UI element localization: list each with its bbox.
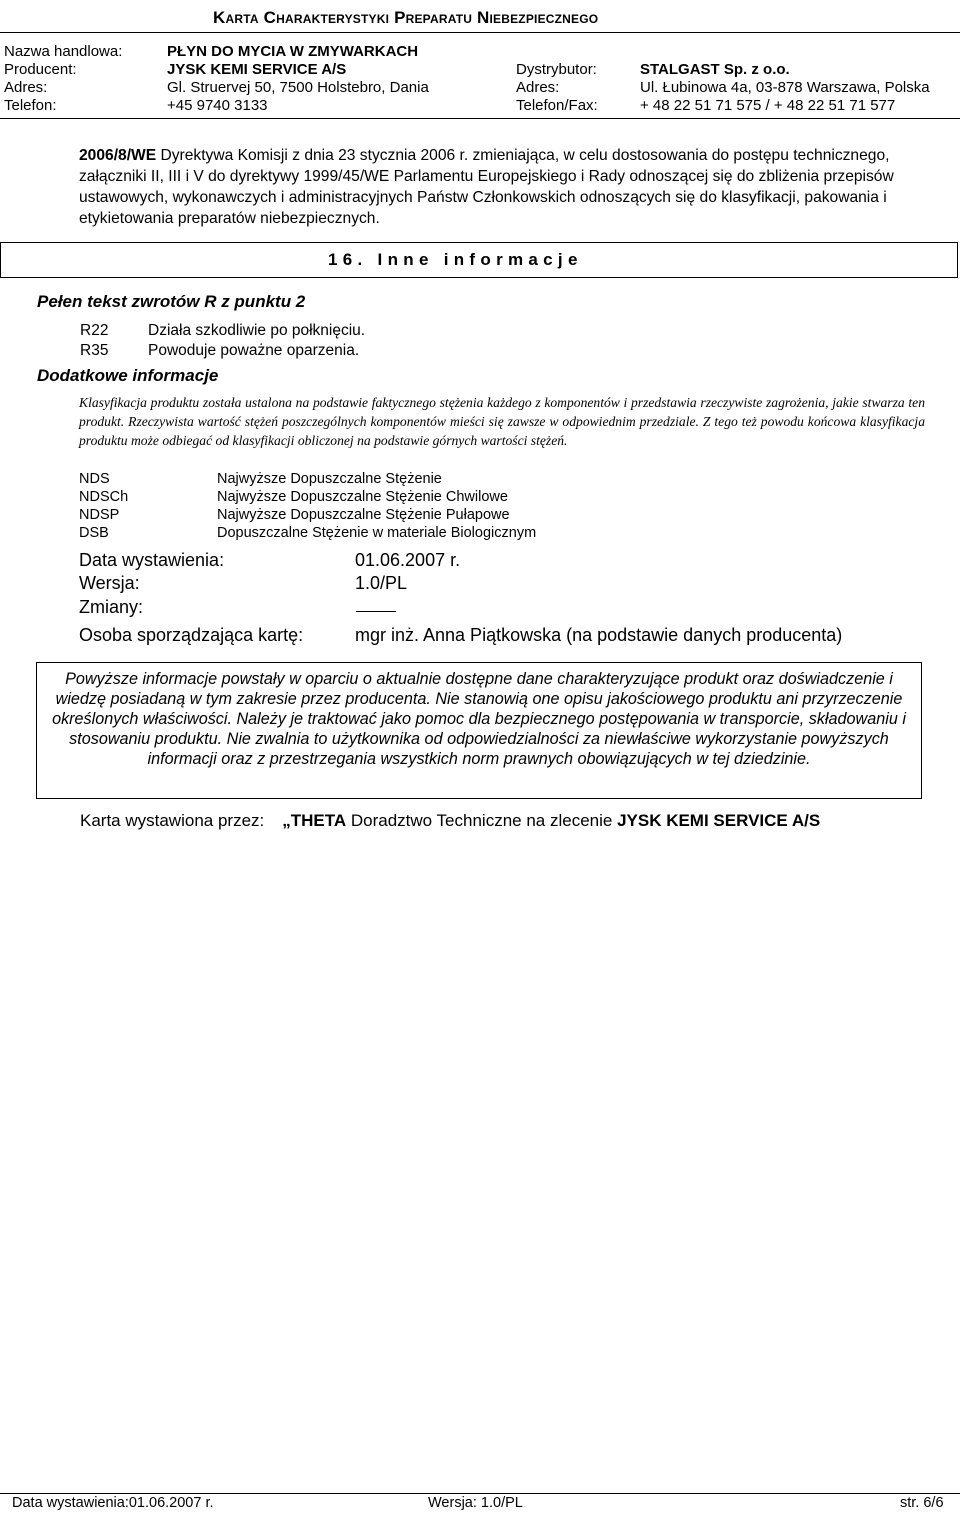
issue-date-value: 01.06.2007 r. (355, 550, 461, 570)
abbreviation-meaning: Najwyższe Dopuszczalne Stężenie Pułapowe (217, 507, 510, 523)
distributor-value: STALGAST Sp. z o.o. (640, 61, 790, 78)
footer-version: Wersja: 1.0/PL (428, 1495, 523, 1511)
footer-rule (0, 1493, 960, 1494)
author-label: Osoba sporządzająca kartę: (79, 625, 304, 645)
directive-paragraph (79, 145, 939, 229)
producer-label: Producent: (4, 61, 77, 78)
section-16-title: 16. Inne informacje (328, 250, 583, 269)
trade-name-value: PŁYN DO MYCIA W ZMYWARKACH (167, 43, 419, 60)
r-phrase-text: Powoduje poważne oparzenia. (148, 342, 360, 359)
version-value: 1.0/PL (355, 573, 408, 593)
header-rule (0, 118, 960, 119)
distributor-address-value: Ul. Łubinowa 4a, 03-878 Warszawa, Polska (640, 79, 930, 96)
abbreviation-code: DSB (79, 525, 109, 541)
r-phrase-code: R35 (80, 342, 109, 359)
changes-dash (356, 611, 396, 612)
r-phrase-code: R22 (80, 322, 109, 339)
version-label: Wersja: (79, 573, 140, 593)
r-phrase-text: Działa szkodliwie po połknięciu. (148, 322, 366, 339)
abbreviation-code: NDSCh (79, 489, 129, 505)
producer-phone-label: Telefon: (4, 97, 57, 114)
directive-text: Dyrektywa Komisji z dnia 23 stycznia 2006 r. zmieniająca, w celu dostosowania do postępu technicznego, załączniki II, III i V do dyrektywy 1999/45/WE Parlamentu Europejskiego i Rady odnoszącej się do zbliżenia przepisów ustawowych, wykonawczych i administracyjnych Państw Członkowskich odnoszących się do klasyfikacji, pakowania i etykietowania preparatów niebezpiecznych. (79, 147, 894, 227)
footer-date: Data wystawienia:01.06.2007 r. (12, 1495, 214, 1511)
producer-address-label: Adres: (4, 79, 48, 96)
r-phrases-heading: Pełen tekst zwrotów R z punktu 2 (37, 292, 306, 311)
distributor-label: Dystrybutor: (516, 61, 597, 78)
classification-note: Klasyfikacja produktu została ustalona na podstawie faktycznego stężenia każdego z komponentów i przedstawia rzeczywiste zagrożenia, jakie stwarza ten produkt. Rzeczywista wartość stężeń poszczególnych komponentów mieści się zawsze w odpowiednim przedziale. Z tego też powodu końcowa klasyfikacja produktu może odbiegać od klasyfikacji obliczonej na podstawie górnych wartości stężeń. (79, 395, 925, 448)
footer-page-number: str. 6/6 (900, 1495, 944, 1511)
directive-code: 2006/8/WE (79, 147, 157, 164)
producer-phone-value: +45 9740 3133 (167, 97, 268, 114)
changes-label: Zmiany: (79, 597, 144, 617)
issue-date-label: Data wystawienia: (79, 550, 225, 570)
issued-by-company: JYSK KEMI SERVICE A/S (617, 811, 821, 830)
producer-address-value: Gl. Struervej 50, 7500 Holstebro, Dania (167, 79, 429, 96)
issued-by-middle: Doradztwo Techniczne na zlecenie (346, 811, 618, 830)
abbreviation-meaning: Najwyższe Dopuszczalne Stężenie (217, 471, 442, 487)
additional-info-heading: Dodatkowe informacje (37, 366, 219, 385)
author-value: mgr inż. Anna Piątkowska (na podstawie danych producenta) (355, 625, 843, 645)
issued-by-line (80, 811, 820, 831)
abbreviation-code: NDSP (79, 507, 120, 523)
producer-value: JYSK KEMI SERVICE A/S (167, 61, 347, 78)
abbreviation-meaning: Dopuszczalne Stężenie w materiale Biologicznym (217, 525, 537, 541)
abbreviation-meaning: Najwyższe Dopuszczalne Stężenie Chwilowe (217, 489, 508, 505)
issued-by-label: Karta wystawiona przez: (80, 811, 265, 830)
disclaimer-text: Powyższe informacje powstały w oparciu o aktualnie dostępne dane charakteryzujące produkt oraz doświadczenie i wiedzę posiadaną w tym zakresie przez producenta. Nie stanowią one opisu jakościowego produktu ani przyrzeczenie określonych właściwości. Należy je traktować jako pomoc dla bezpiecznego postępowania w transporcie, składowaniu i stosowaniu produktu. Nie zwalnia to użytkownika od odpowiedzialności za niewłaściwe wykorzystanie powyższych informacji oraz z przestrzegania wszystkich norm prawnych obowiązujących w tej dziedzinie. (52, 670, 906, 768)
issued-by-theta: „THETA (282, 811, 347, 830)
title-rule (0, 32, 960, 33)
trade-name-label: Nazwa handlowa: (4, 43, 123, 60)
distributor-phone-value: + 48 22 51 71 575 / + 48 22 51 71 577 (640, 97, 896, 114)
distributor-phone-label: Telefon/Fax: (516, 97, 598, 114)
abbreviation-code: NDS (79, 471, 110, 487)
distributor-address-label: Adres: (516, 79, 560, 96)
document-title: Karta Charakterystyki Preparatu Niebezpiecznego (213, 8, 599, 27)
